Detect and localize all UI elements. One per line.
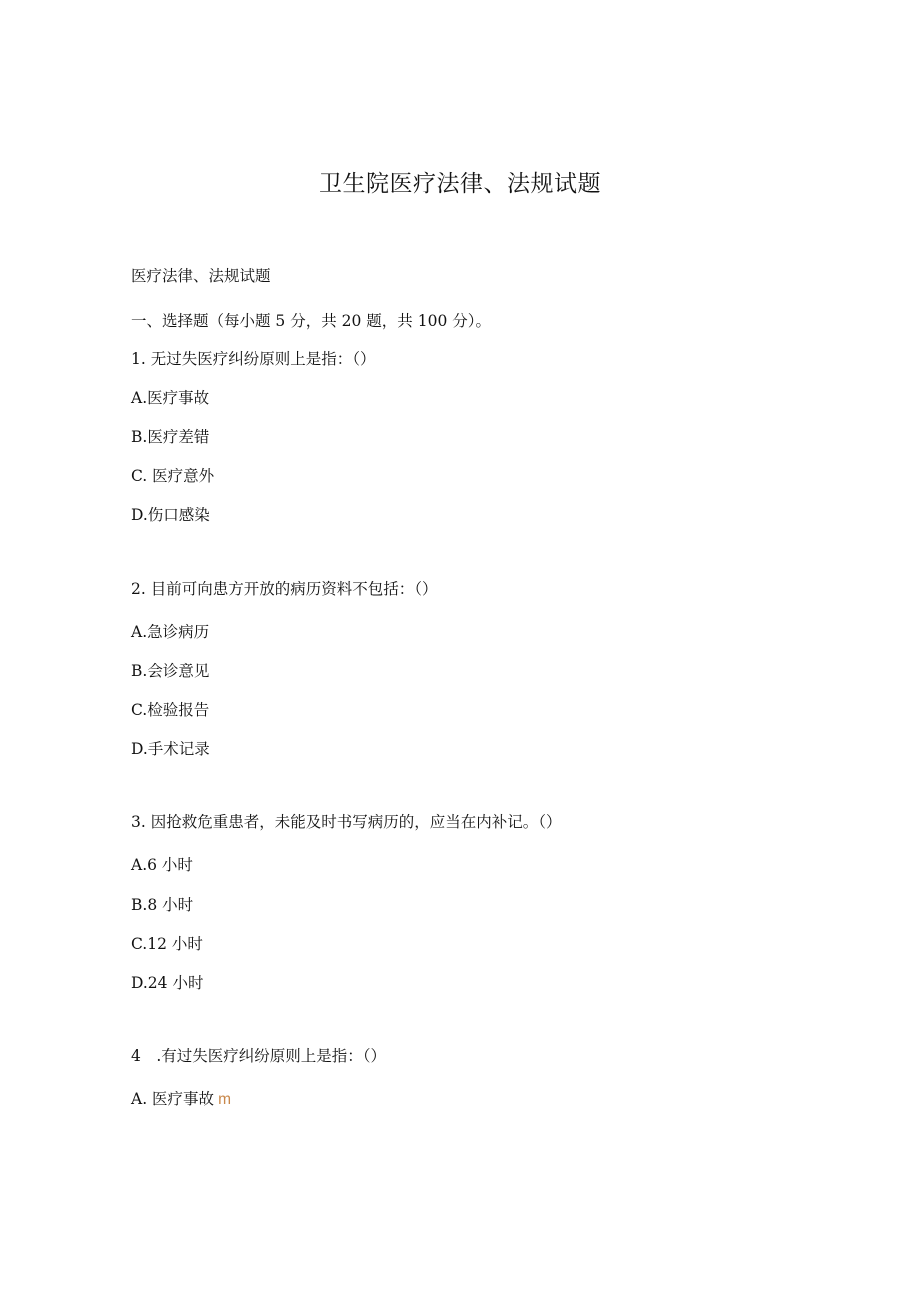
question-3-option-b: B.8 小时	[131, 896, 194, 914]
section-heading: 一、选择题（每小题 5 分，共 20 题，共 100 分）。	[131, 312, 491, 330]
question-4-option-a: A. 医疗事故	[131, 1090, 215, 1108]
question-3-option-d: D.24 小时	[131, 974, 204, 992]
question-2-option-c: C.检验报告	[131, 701, 210, 719]
question-3-option-c: C.12 小时	[131, 935, 203, 953]
question-1-option-c: C. 医疗意外	[131, 467, 215, 485]
question-1-option-a: A.医疗事故	[131, 389, 210, 407]
question-2-option-a: A.急诊病历	[131, 623, 210, 641]
question-1-stem: 1. 无过失医疗纠纷原则上是指：（）	[131, 350, 376, 368]
question-3-stem: 3. 因抢救危重患者，未能及时书写病历的，应当在内补记。（）	[131, 813, 562, 831]
question-1-option-b: B.医疗差错	[131, 428, 210, 446]
question-2-option-b: B.会诊意见	[131, 662, 210, 680]
stray-mark: m	[218, 1091, 231, 1108]
document-title: 卫生院医疗法律、法规试题	[319, 171, 601, 197]
document-subtitle: 医疗法律、法规试题	[131, 267, 271, 285]
question-2-stem: 2. 目前可向患方开放的病历资料不包括：（）	[131, 580, 438, 598]
question-4-stem: 4 .有过失医疗纠纷原则上是指：（）	[131, 1047, 387, 1065]
question-3-option-a: A.6 小时	[131, 856, 193, 874]
question-2-option-d: D.手术记录	[131, 740, 210, 758]
question-4-option-a-row	[131, 1087, 231, 1109]
question-1-option-d: D.伤口感染	[131, 506, 210, 524]
